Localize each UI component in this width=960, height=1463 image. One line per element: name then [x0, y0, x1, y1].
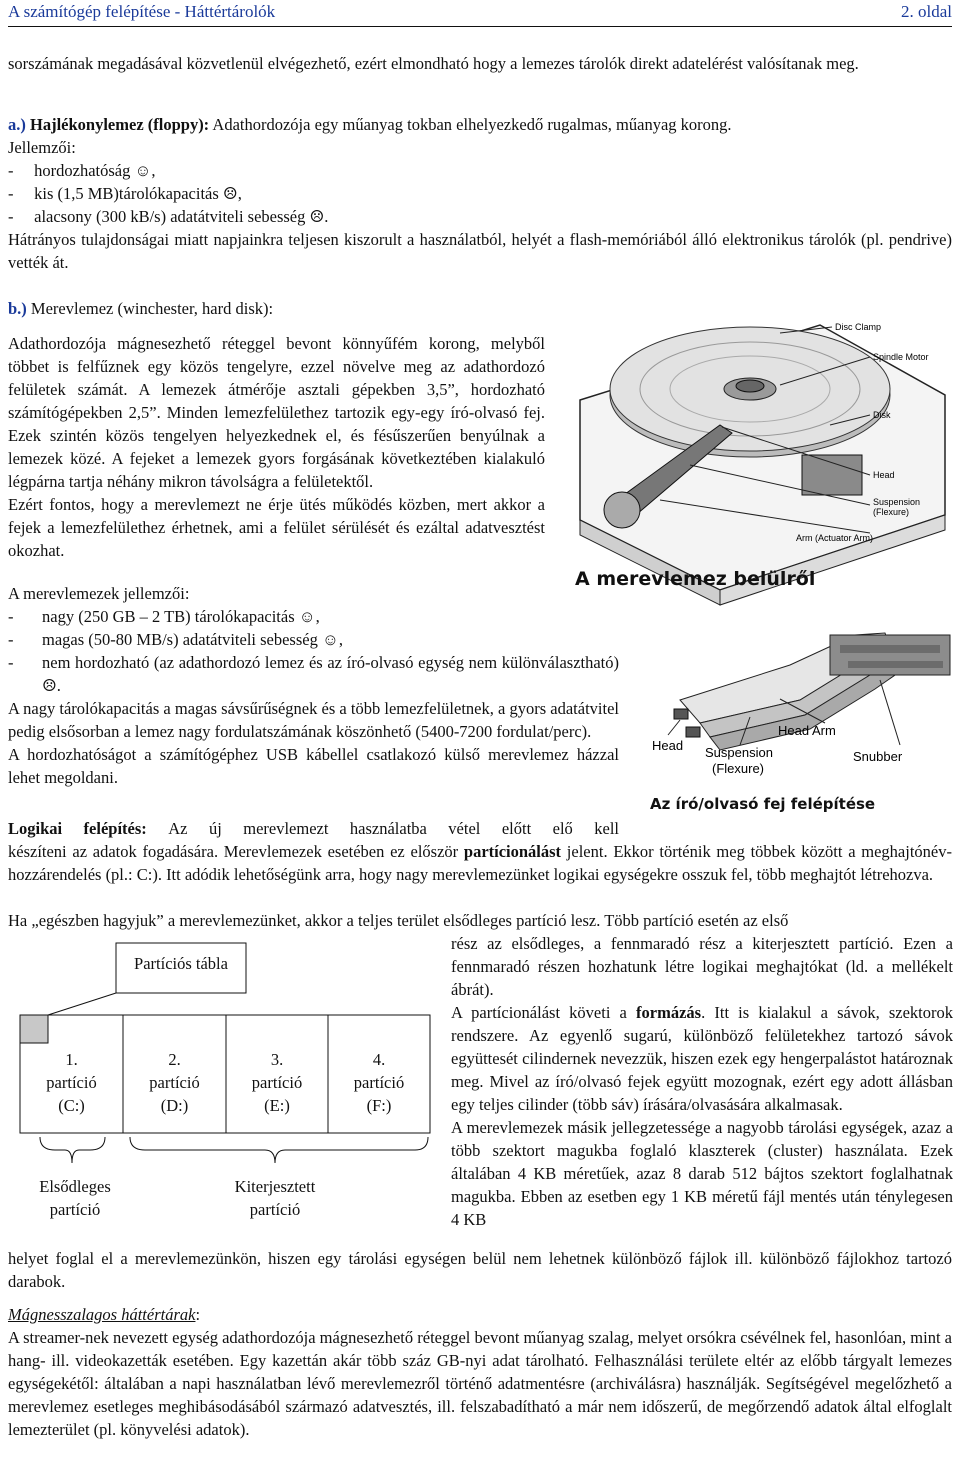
- partition-drive: (C:): [58, 1096, 85, 1115]
- partition-number: 4.: [372, 1050, 386, 1069]
- tape-text: A streamer-nek nevezett egység adathordozója mágnesezhető réteggel bevont műanyag szalag, melyet orsókra csévélnek fel, hasonlóan, mint a hang- ill. videokazetták esetében. Egy kazettán akár több száz GB-nyi adat tárolható. Felhasználási területe eltér az előbb tárgyalt lemezes egységekétől: általában a napi használatban lévő merevlemezről történő adatmentésre (archiválásra) használják. Segítségével megelőzhető a merevlemez esetleges meghibásodásából származó adatvesztés, ill. felszabadítható a már nem időszerű, de megőrzendő adatok által elfoglalt lemezterület (pl. könyvelési adatok).: [8, 1328, 952, 1439]
- primary-label-line2: partíció: [49, 1200, 101, 1219]
- partition-number: 2.: [168, 1050, 181, 1069]
- floppy-feature-text: hordozhatóság ☺,: [34, 161, 156, 180]
- hdd-para4: A hordozhatóságot a számítógéphez USB kábellel csatlakozó külső merevlemez házzal lehet megoldani.: [8, 745, 619, 787]
- label-suspension-2: Suspension: [705, 745, 773, 760]
- tape-section: [8, 1303, 952, 1441]
- logical-full-line: Ha „egészben hagyjuk” a merevlemezünket, akkor a teljes terület elsődleges partíció lesz. Több partíció esetén az első: [8, 911, 789, 930]
- figure1-caption: A merevlemez belülről: [575, 568, 816, 590]
- partition-diagram: [10, 935, 440, 1225]
- tape-colon: :: [195, 1305, 201, 1324]
- floppy-features-title: Jellemzői:: [8, 138, 76, 157]
- floppy-feature: - kis (1,5 MB)tárolókapacitás ☹,: [8, 184, 242, 203]
- floppy-marker: a.): [8, 115, 26, 134]
- figure2-caption: Az író/olvasó fej felépítése: [650, 795, 876, 813]
- label-arm: Arm (Actuator Arm): [796, 533, 874, 543]
- label-snubber: Snubber: [853, 749, 903, 764]
- extended-label-line1: Kiterjesztett: [234, 1177, 316, 1196]
- extended-label-line2: partíció: [249, 1200, 301, 1219]
- partition-name: partíció: [353, 1073, 405, 1092]
- label-head: Head: [873, 470, 895, 480]
- tape-heading: Mágnesszalagos háttértárak: [8, 1305, 196, 1324]
- hdd-text: [8, 332, 545, 562]
- hdd-para1: Adathordozója mágnesezhető réteggel bevont könnyűfém korong, melyből többet is felfűznek egy közös tengelyre, ezzel növelve meg az adathordozó felületek számát. A lemezek átmérője asztali gépekben 3,5”, hordozható számítógépekben 2,5”. Minden lemezfelülethez tartozik egy-egy író-olvasó fej. Ezek szintén közös tengelyen helyezkednek el, és fésűszerűen benyúlnak a lemezek közé. A fejeket a lemezek gyors forgásának következtében kialakuló légpárna tartja néhány mikron távolságra a felületektől.: [8, 334, 545, 491]
- page-header: [8, 2, 952, 27]
- partition-number: 1.: [65, 1050, 78, 1069]
- hdd-feature: - magas (50-80 MB/s) adatátviteli sebesség ☺,: [8, 630, 343, 649]
- primary-label-line1: Elsődleges: [39, 1177, 111, 1196]
- partition-3: [226, 1048, 328, 1117]
- partition-number: 3.: [270, 1050, 284, 1069]
- partition-4: [328, 1048, 430, 1117]
- floppy-heading-rest: Adathordozója egy műanyag tokban elhelyezkedő rugalmas, műanyag korong.: [209, 115, 732, 134]
- logical-bold-partitioning: partícionálást: [463, 842, 562, 861]
- logical-text-b: készíteni az adatok fogadására. Merevlemezek esetében ez először: [8, 842, 464, 861]
- logical-body: [8, 840, 952, 886]
- partition-name: partíció: [251, 1073, 303, 1092]
- floppy-feature: - hordozhatóság ☺,: [8, 161, 156, 180]
- floppy-feature: - alacsony (300 kB/s) adatátviteli sebesség ☹.: [8, 207, 329, 226]
- logical-right3: A merevlemezek másik jellegzetessége a nagyobb tárolási egységek, azaz a több szektort magukba foglaló klaszterek (cluster) használata. Ezek általában 4 KB méretűek, azaz 8 darab 512 bájtos szektort foglalhatnak magukba. Ebben az esetben egy 1 KB méretű fájl mentés után ténylegesen 4 KB: [451, 1118, 953, 1229]
- partition-drive: (E:): [264, 1096, 290, 1115]
- header-page-number: 2. oldal: [901, 2, 952, 21]
- label-disk: Disk: [873, 410, 891, 420]
- logical-after: helyet foglal el a merevlemezünkön, hiszen egy tárolási egységen belül nem lehetnek különböző fájlok ill. különböző fájlokhoz tartozó darabok.: [8, 1249, 952, 1291]
- label-disc-clamp: Disc Clamp: [835, 322, 882, 332]
- hdd-heading: Merevlemez: [30, 299, 114, 318]
- tape-heading-line: [8, 1303, 952, 1326]
- logical-format-bold: formázás: [636, 1003, 702, 1022]
- logical-right-column: [451, 932, 953, 1231]
- partition-table-label: Partíciós tábla: [134, 954, 228, 973]
- logical-first-line: [8, 817, 619, 840]
- hdd-feature-text: magas (50-80 MB/s) adatátviteli sebesség ☺,: [42, 630, 343, 649]
- hdd-para3: A nagy tárolókapacitás a magas sávsűrűségnek és a több lemezfelületnek, a gyors adatátvitel pedig elsősorban a lemez nagy fordulatszámának köszönhető (5400-7200 fordulat/perc).: [8, 699, 619, 741]
- floppy-conclusion: Hátrányos tulajdonságai miatt napjainkra teljesen kiszorult a használatból, helyét a flash-memóriából álló elektronikus tárolók (pl. pendrive) vették át.: [8, 230, 952, 272]
- partition-name: partíció: [149, 1073, 200, 1092]
- partition-drive: (F:): [366, 1096, 392, 1115]
- partition-name: partíció: [46, 1073, 97, 1092]
- logical-right2-pre: A partícionálást követi a: [451, 1003, 637, 1022]
- logical-text-a: Az új merevlemezt használatba vétel előtt elő kell: [146, 819, 619, 838]
- figure-head-structure: [640, 605, 960, 795]
- head-illustration: [640, 605, 960, 795]
- logical-right2-post: . Itt is kialakul a sávok, szektorok rendszere. Az egyenlő sugarú, különböző felületekhez tartozó sávok együttesét cilindernek nevezzük, hiszen ezek egy hengerpalástot határoznak meg. Mivel az író/olvasó fejek együtt mozognak, ezért egy adott állásban egy teljes cilinder (több sáv) írására/olvasására alkalmasak.: [451, 1003, 953, 1114]
- label-spindle-motor: Spindle Motor: [873, 352, 929, 362]
- label-head-arm: Head Arm: [778, 723, 836, 738]
- hdd-feature-text: nagy (250 GB – 2 TB) tárolókapacitás ☺,: [42, 607, 320, 626]
- label-head-2: Head: [652, 738, 684, 753]
- floppy-heading: Hajlékonylemez (floppy):: [30, 115, 210, 134]
- hdd-heading-rest: (winchester, hard disk):: [113, 299, 274, 318]
- floppy-heading-line: [8, 113, 952, 136]
- hdd-feature-text: nem hordozható (az adathordozó lemez és az író-olvasó egység nem különválasztható) ☹.: [42, 653, 619, 695]
- label-flexure-2: (Flexure): [712, 761, 765, 776]
- floppy-section: [8, 113, 952, 274]
- hdd-text-2: [8, 582, 619, 789]
- intro-paragraph: sorszámának megadásával közvetlenül elvégezhető, ezért elmondható hogy a lemezes tárolók direkt adatelérést valósítanak meg.: [8, 54, 859, 73]
- partition-1: [20, 1048, 123, 1117]
- hdd-marker: b.): [8, 299, 27, 318]
- partition-drive: (D:): [160, 1096, 189, 1115]
- floppy-feature-text: alacsony (300 kB/s) adatátviteli sebesség ☹.: [34, 207, 329, 226]
- primary-partition-label: [10, 1175, 140, 1221]
- extended-partition-label: [210, 1175, 340, 1221]
- floppy-feature-text: kis (1,5 MB)tárolókapacitás ☹,: [34, 184, 242, 203]
- logical-paragraph: [8, 817, 952, 840]
- label-flexure: (Flexure): [873, 507, 910, 517]
- logical-heading: Logikai felépítés:: [8, 819, 147, 838]
- hdd-features-title: A merevlemezek jellemzői:: [8, 584, 190, 603]
- logical-text-2: jelent. Ekkor történik meg többek között a meghajtónév-hozzárendelés (pl.: C:). Itt adódik lehetőségünk arra, hogy nagy merevlemezünket logikai egységekre osszuk fel, több meghajtót létrehozva.: [8, 842, 952, 884]
- hdd-heading-line: [8, 297, 568, 320]
- logical-right1: rész az elsődleges, a fennmaradó rész a kiterjesztett partíció. Ezen a fennmaradó részen hozhatunk létre logikai meghajtókat (ld. a mellékelt ábrát).: [451, 934, 953, 999]
- header-title: A számítógép felépítése - Háttértárolók: [8, 2, 276, 21]
- partition-2: [123, 1048, 226, 1117]
- hdd-feature: - nagy (250 GB – 2 TB) tárolókapacitás ☺,: [8, 607, 320, 626]
- hdd-para2: Ezért fontos, hogy a merevlemezt ne érje ütés működés közben, mert akkor a fejek a lemezfelülethez érhetnek, ami a felület sérülését és ezáltal adatvesztést okozhat.: [8, 495, 545, 560]
- label-suspension: Suspension: [873, 497, 921, 507]
- hdd-feature: - nem hordozható (az adathordozó lemez és az író-olvasó egység nem különválasztható) ☹.: [8, 653, 619, 695]
- logical-right2: [451, 1001, 953, 1116]
